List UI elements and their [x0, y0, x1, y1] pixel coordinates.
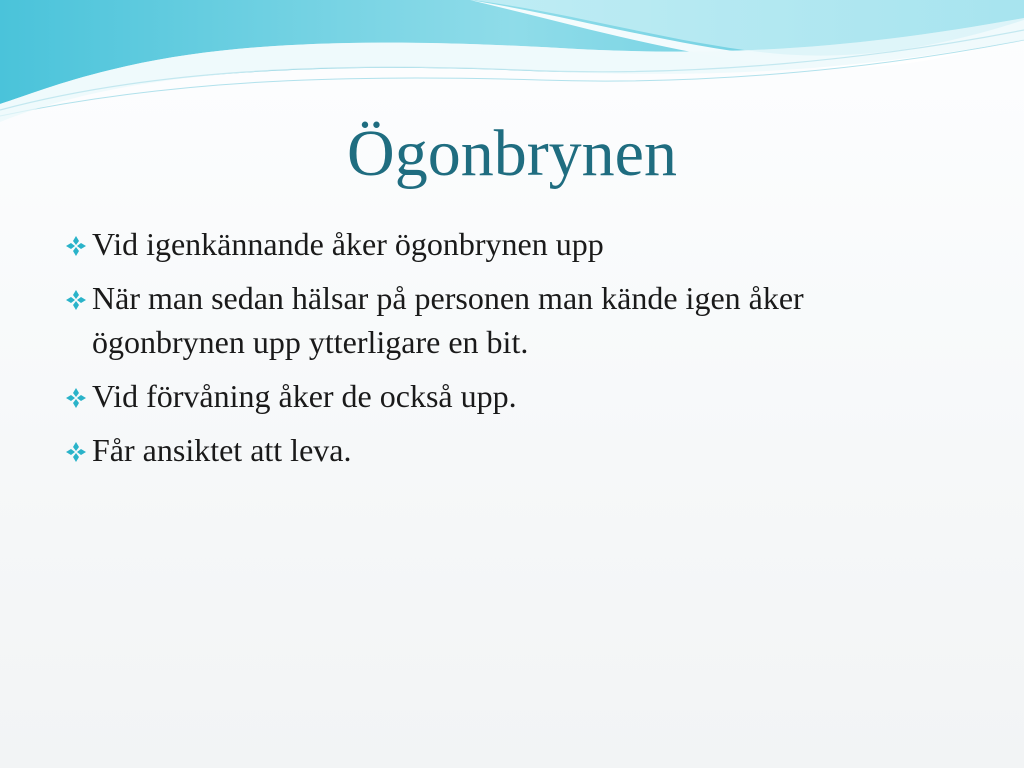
- diamond-bullet-icon: [64, 288, 88, 312]
- bullet-list: [62, 222, 962, 482]
- bullet-text: Får ansiktet att leva.: [92, 432, 352, 468]
- list-item: [62, 276, 962, 364]
- list-item: [62, 222, 962, 266]
- header-wave-decoration: [0, 0, 1024, 130]
- list-item: [62, 374, 962, 418]
- diamond-bullet-icon: [64, 234, 88, 258]
- bullet-text: Vid igenkännande åker ögonbrynen upp: [92, 226, 604, 262]
- diamond-bullet-icon: [64, 386, 88, 410]
- bullet-text: Vid förvåning åker de också upp.: [92, 378, 517, 414]
- bullet-text: När man sedan hälsar på personen man kände igen åker ögonbrynen upp ytterligare en bit.: [92, 280, 804, 360]
- diamond-bullet-icon: [64, 440, 88, 464]
- slide-title: Ögonbrynen: [347, 117, 677, 190]
- list-item: [62, 428, 962, 472]
